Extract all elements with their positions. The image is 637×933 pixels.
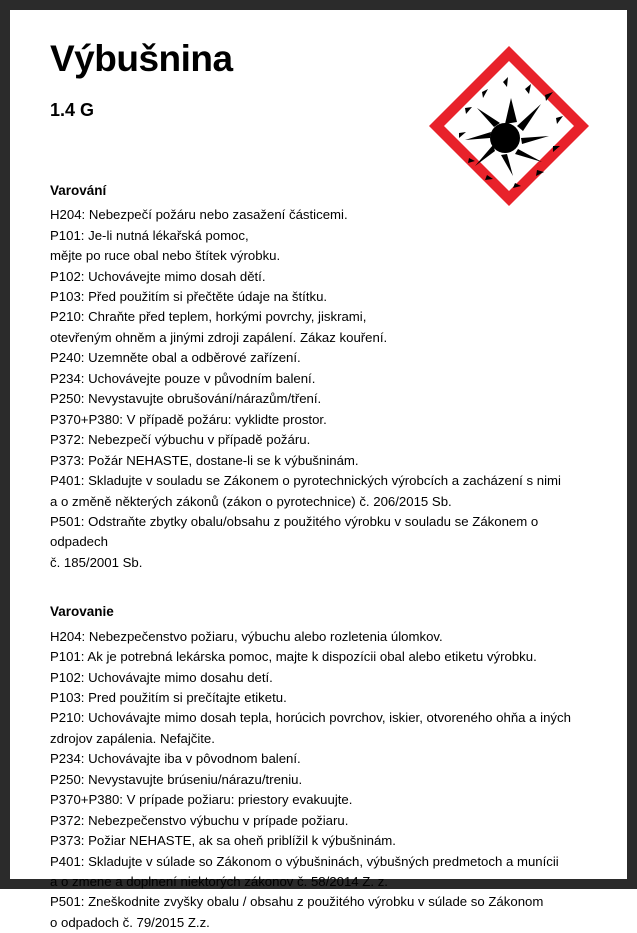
statement-line: P250: Nevystavujte obrušování/nárazům/tření. bbox=[50, 391, 322, 407]
statement-line: P101: Je-li nutná lékařská pomoc, bbox=[50, 227, 249, 243]
statement-line: P373: Požiar NEHASTE, ak sa oheň priblížil k výbušninám. bbox=[50, 833, 396, 849]
statement-line: P240: Uzemněte obal a odběrové zařízení. bbox=[50, 350, 301, 366]
statement-line: a o zmene a doplnení niektorých zákonov č. 58/2014 Z. z. bbox=[50, 874, 388, 890]
statement-line: P401: Skladujte v súlade so Zákonom o výbušninách, výbušných predmetoch a munícii bbox=[50, 853, 559, 869]
statement-line: otevřeným ohněm a jinými zdroji zapálení. Zákaz kouření. bbox=[50, 329, 388, 345]
label-content bbox=[10, 10, 627, 930]
statement-line: P501: Zneškodnite zvyšky obalu / obsahu z použitého výrobku v súlade so Zákonom bbox=[50, 894, 544, 910]
statement-line: P372: Nebezpečí výbuchu v případě požáru. bbox=[50, 432, 311, 448]
label-header bbox=[50, 40, 599, 160]
statement-line: P210: Uchovávajte mimo dosah tepla, horúcich povrchov, iskier, otvoreného ohňa a iných bbox=[50, 710, 571, 726]
statement-line: P234: Uchovávejte pouze v původním balení. bbox=[50, 370, 316, 386]
statement-line: P370+P380: V prípade požiaru: priestory evakuujte. bbox=[50, 792, 353, 808]
section-heading-sk: Varovanie bbox=[50, 604, 114, 620]
statement-line: mějte po ruce obal nebo štítek výrobku. bbox=[50, 248, 281, 264]
page-title: Výbušnina bbox=[50, 38, 233, 79]
statement-line: P101: Ak je potrebná lekárska pomoc, majte k dispozícii obal alebo etiketu výrobku. bbox=[50, 649, 537, 665]
ghs-exploding-bomb-icon bbox=[425, 42, 593, 210]
statement-line: P102: Uchovávajte mimo dosahu detí. bbox=[50, 669, 273, 685]
statement-line: H204: Nebezpečí požáru nebo zasažení částicemi. bbox=[50, 207, 348, 223]
statement-line: P373: Požár NEHASTE, dostane-li se k výbušninám. bbox=[50, 452, 359, 468]
statement-list-cz bbox=[50, 205, 599, 573]
statement-line: P102: Uchovávejte mimo dosah dětí. bbox=[50, 268, 266, 284]
statement-line: P103: Pred použitím si prečítajte etiketu. bbox=[50, 689, 287, 705]
statement-line: zdrojov zapálenia. Nefajčite. bbox=[50, 730, 215, 746]
statement-line: P250: Nevystavujte brúseniu/nárazu/treniu. bbox=[50, 771, 303, 787]
statement-line: a o změně některých zákonů (zákon o pyrotechnice) č. 206/2015 Sb. bbox=[50, 493, 452, 509]
statement-list-sk bbox=[50, 627, 599, 933]
section-cz bbox=[50, 182, 599, 573]
statement-line: P372: Nebezpečenstvo výbuchu v prípade požiaru. bbox=[50, 812, 349, 828]
statement-line: P370+P380: V případě požáru: vyklidte prostor. bbox=[50, 411, 327, 427]
statement-line: č. 185/2001 Sb. bbox=[50, 554, 143, 570]
hazard-class-code: 1.4 G bbox=[50, 99, 95, 120]
section-heading-cz: Varování bbox=[50, 183, 107, 198]
statement-line: o odpadoch č. 79/2015 Z.z. bbox=[50, 914, 210, 930]
statement-line: P401: Skladujte v souladu se Zákonem o pyrotechnických výrobcích a zacházení s nimi bbox=[50, 473, 561, 489]
statement-line: P210: Chraňte před teplem, horkými povrchy, jiskrami, bbox=[50, 309, 367, 325]
statement-line: P103: Před použitím si přečtěte údaje na štítku. bbox=[50, 289, 328, 305]
statement-line: P501: Odstraňte zbytky obalu/obsahu z použitého výrobku v souladu se Zákonem o odpadech bbox=[50, 514, 539, 550]
section-sk bbox=[50, 603, 599, 933]
statement-line: P234: Uchovávajte iba v pôvodnom balení. bbox=[50, 751, 301, 767]
statement-line: H204: Nebezpečenstvo požiaru, výbuchu alebo rozletenia úlomkov. bbox=[50, 628, 443, 644]
